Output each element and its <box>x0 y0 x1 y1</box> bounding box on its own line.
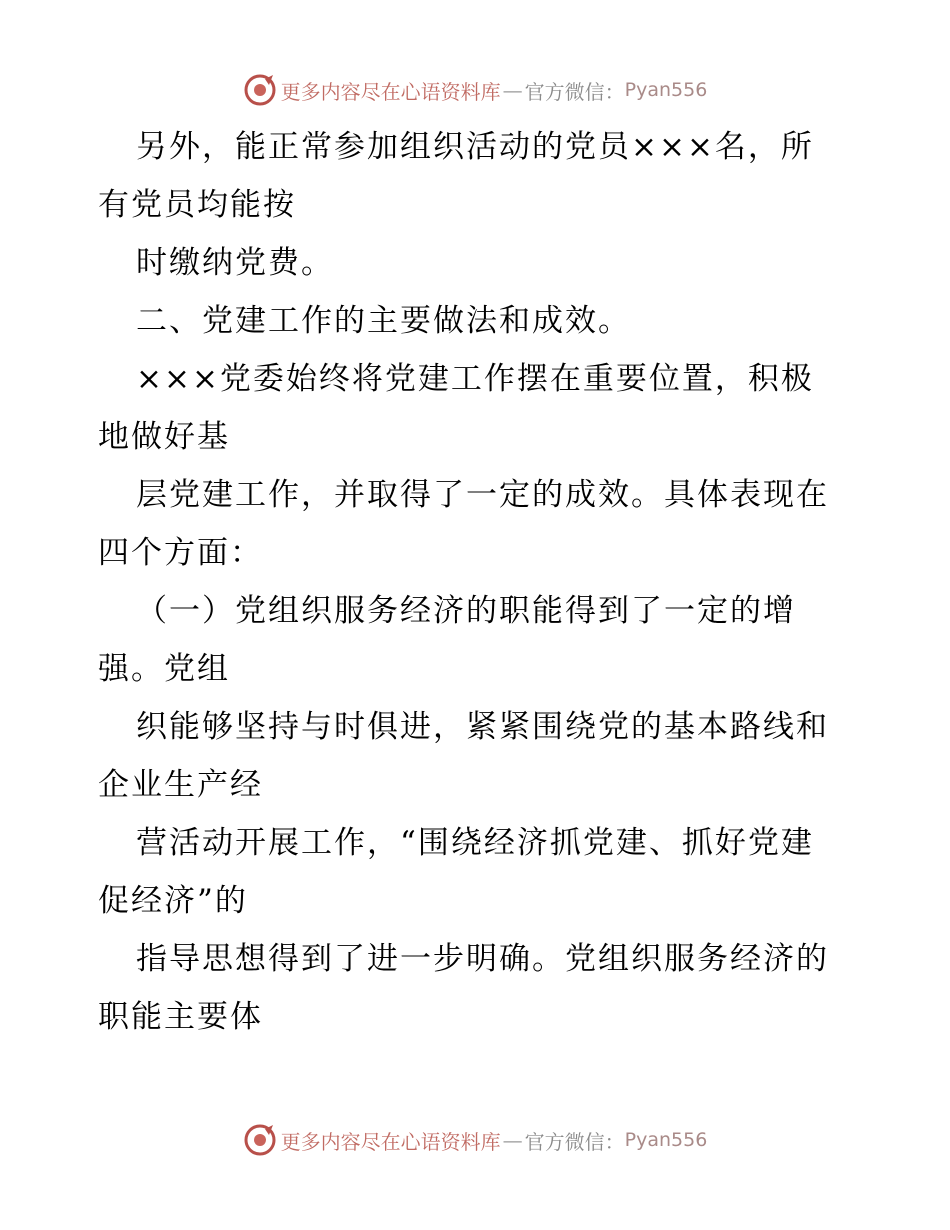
document-body <box>98 118 858 1046</box>
header-watermark <box>0 70 950 110</box>
text-line: 织能够坚持与时俱进，紧紧围绕党的基本路线和 <box>136 709 829 745</box>
text-line: ×××党委始终将党建工作摆在重要位置，积极 <box>136 361 814 397</box>
watermark-sub-text: 官方微信： <box>524 1129 625 1154</box>
watermark-id: Pyan556 <box>624 1129 708 1151</box>
section-heading: 二、党建工作的主要做法和成效。 <box>136 303 631 339</box>
text-line: 指导思想得到了进一步明确。党组织服务经济的 <box>136 941 829 977</box>
seal-logo-icon <box>243 1123 277 1157</box>
text-line: 职能主要体 <box>98 999 263 1035</box>
text-line: 地做好基 <box>98 419 230 455</box>
text-line: 另外，能正常参加组织活动的党员×××名，所 <box>136 129 814 165</box>
text-line: 营活动开展工作，“围绕经济抓党建、抓好党建 <box>136 825 814 861</box>
subsection-heading: （一）党组织服务经济的职能得到了一定的增 <box>136 593 796 629</box>
text-line: 促经济”的 <box>98 883 248 919</box>
watermark-sub-text: 官方微信： <box>524 79 625 104</box>
watermark-id: Pyan556 <box>624 79 708 101</box>
watermark-dash: — <box>502 1128 523 1152</box>
watermark-main-text: 更多内容尽在心语资料库 <box>280 79 501 104</box>
seal-logo-icon <box>243 73 277 107</box>
watermark-main-text: 更多内容尽在心语资料库 <box>280 1129 501 1154</box>
watermark-dash: — <box>502 78 523 102</box>
text-line: 强。党组 <box>98 651 230 687</box>
text-line: 有党员均能按 <box>98 187 296 223</box>
text-line: 层党建工作，并取得了一定的成效。具体表现在 <box>136 477 829 513</box>
text-line: 时缴纳党费。 <box>136 245 334 281</box>
text-line: 四个方面： <box>98 535 263 571</box>
footer-watermark <box>0 1120 950 1160</box>
text-line: 企业生产经 <box>98 767 263 803</box>
